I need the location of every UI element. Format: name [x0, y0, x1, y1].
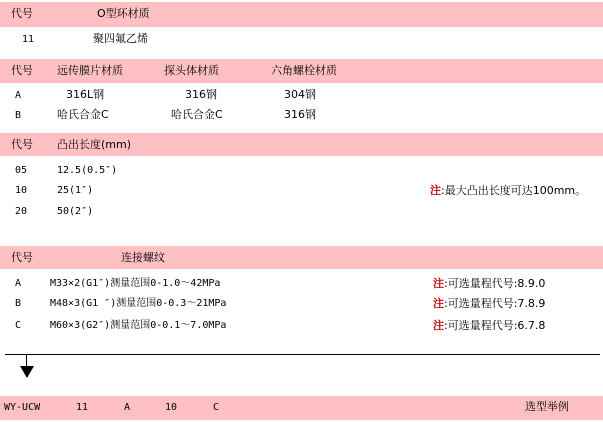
- table-row-code: 11: [22, 34, 35, 45]
- thread-header-band: [0, 246, 603, 269]
- note-prefix: 注: [433, 277, 444, 290]
- length-note: [430, 184, 586, 198]
- table-row-code: B: [15, 110, 22, 121]
- header-code: 代号: [11, 7, 33, 20]
- table-row-spec: M60×3(G2″)测量范围0-0.1～7.0MPa: [50, 320, 227, 331]
- header-diaphragm-material: 远传膜片材质: [57, 64, 123, 77]
- header-code: 代号: [11, 138, 33, 151]
- header-code: 代号: [11, 251, 33, 264]
- example-length-code: 10: [165, 402, 178, 413]
- header-bolt-material: 六角螺栓材质: [271, 64, 337, 77]
- table-row-diaphragm: 316L钢: [66, 88, 105, 101]
- example-material-code: A: [124, 402, 131, 413]
- table-row-code: A: [15, 278, 22, 289]
- example-label: 选型举例: [525, 400, 569, 413]
- table-row-probe: 316钢: [185, 88, 217, 101]
- note-text: :可选量程代号:8.9.0: [444, 277, 546, 290]
- table-row-value: 聚四氟乙烯: [93, 32, 148, 45]
- note-text: :可选量程代号:6.7.8: [444, 319, 546, 332]
- example-oring-code: 11: [76, 402, 89, 413]
- note-prefix: 注: [430, 184, 441, 197]
- note-prefix: 注: [433, 319, 444, 332]
- o-ring-header-band: [0, 2, 603, 27]
- range-note: [433, 319, 545, 333]
- arrow-down-icon: [20, 366, 34, 378]
- note-text: :可选量程代号:7.8.9: [444, 297, 546, 310]
- table-row-length: 50(2″): [57, 206, 94, 217]
- note-prefix: 注: [433, 297, 444, 310]
- table-row-code: 05: [15, 165, 28, 176]
- header-protrusion-length: 凸出长度(mm): [57, 138, 132, 151]
- header-code: 代号: [11, 64, 33, 77]
- range-note: [433, 277, 545, 291]
- table-row-diaphragm: 哈氏合金C: [57, 108, 109, 121]
- table-row-code: 20: [15, 206, 28, 217]
- note-text: :最大凸出长度可达100mm。: [441, 184, 587, 197]
- table-row-spec: M33×2(G1″)测量范围0-1.0～42MPa: [50, 278, 221, 289]
- table-row-spec: M48×3(G1 ″)测量范围0-0.3～21MPa: [50, 298, 227, 309]
- range-note: [433, 297, 545, 311]
- table-row-code: A: [15, 90, 22, 101]
- example-band: [0, 396, 603, 420]
- example-model: WY-UCW: [4, 402, 41, 413]
- table-row-code: 10: [15, 185, 28, 196]
- table-row-length: 25(1″): [57, 185, 94, 196]
- divider-line: [5, 354, 600, 355]
- header-connection-thread: 连接螺纹: [121, 251, 165, 264]
- table-row-length: 12.5(0.5″): [57, 165, 118, 176]
- header-o-ring-material: O型环材质: [97, 7, 150, 20]
- table-row-code: B: [15, 298, 22, 309]
- table-row-code: C: [15, 320, 22, 331]
- table-row-bolt: 304钢: [284, 88, 316, 101]
- table-row-probe: 哈氏合金C: [171, 108, 223, 121]
- table-row-bolt: 316钢: [284, 108, 316, 121]
- example-thread-code: C: [213, 402, 220, 413]
- header-probe-material: 探头体材质: [164, 64, 219, 77]
